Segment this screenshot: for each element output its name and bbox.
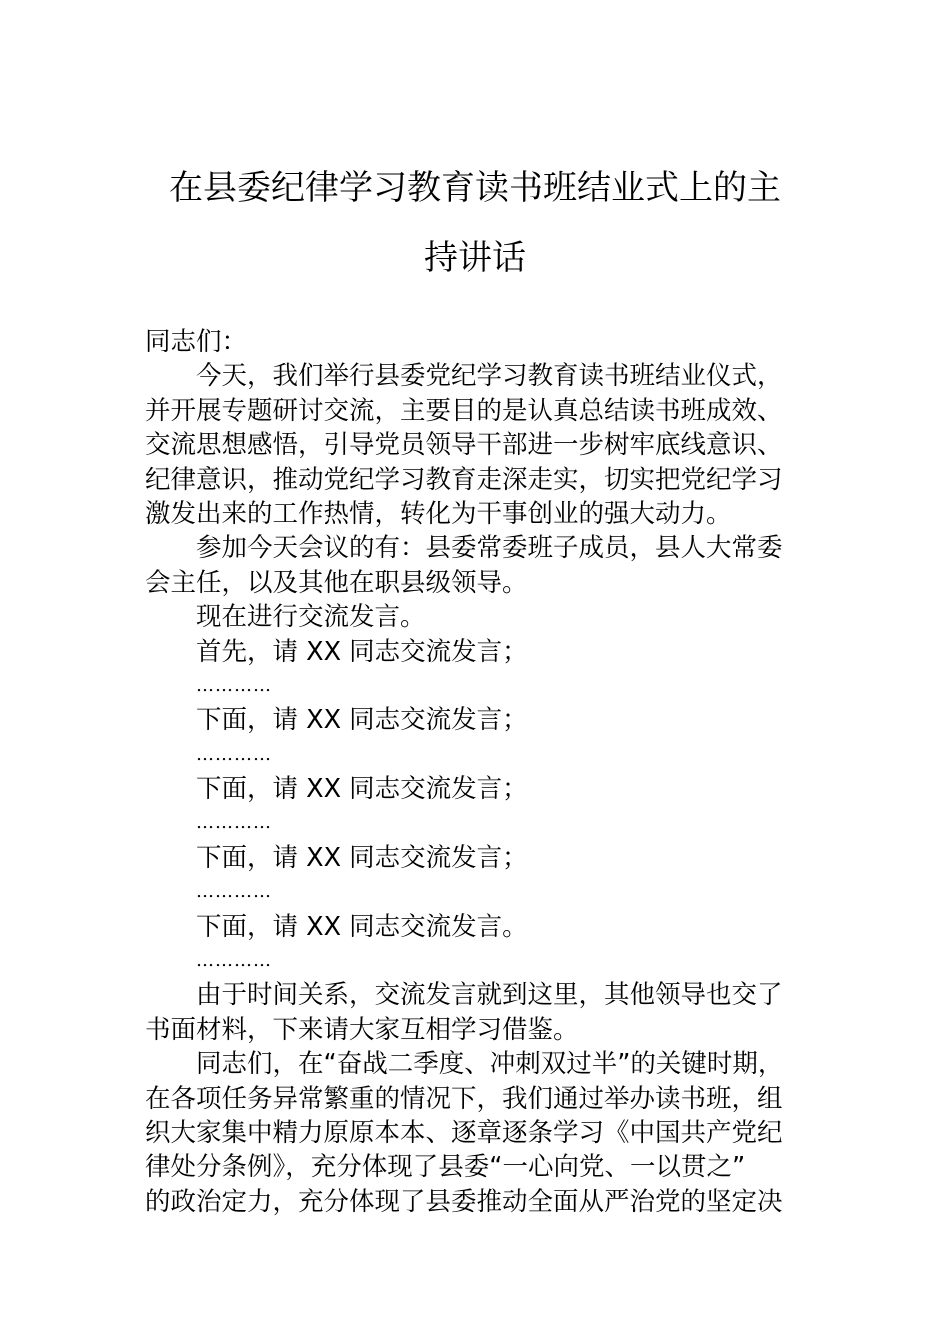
body-text-line: 同志们，在“奋战二季度、冲刺双过半”的关键时期， <box>196 1049 784 1080</box>
body-text-line: 由于时间关系，交流发言就到这里，其他领导也交了 <box>196 980 783 1011</box>
body-text-line: 交流思想感悟，引导党员领导干部进一步树牢底线意识、 <box>145 430 783 461</box>
document-title-line-1: 在县委纪律学习教育读书班结业式上的主 <box>169 168 781 208</box>
body-text-line: 在各项任务异常繁重的情况下，我们通过举办读书班，组 <box>145 1083 783 1114</box>
body-text-line: 并开展专题研讨交流，主要目的是认真总结读书班成效、 <box>145 395 783 426</box>
body-text-line: 下面，请 XX 同志交流发言； <box>196 705 528 736</box>
ellipsis-line: ………… <box>196 674 272 696</box>
body-text-line: 律处分条例》，充分体现了县委“一心向党、一以贯之” <box>145 1152 746 1183</box>
body-text-line: 现在进行交流发言。 <box>196 602 426 633</box>
document-title-line-2: 持讲话 <box>424 238 526 278</box>
body-text-line: 激发出来的工作热情，转化为干事创业的强大动力。 <box>145 498 732 529</box>
body-text-line: 参加今天会议的有：县委常委班子成员，县人大常委 <box>196 533 783 564</box>
body-text-line: 书面材料，下来请大家互相学习借鉴。 <box>145 1014 579 1045</box>
ellipsis-line: ………… <box>196 950 272 972</box>
body-text-line: 首先，请 XX 同志交流发言； <box>196 636 528 667</box>
body-text-line: 织大家集中精力原原本本、逐章逐条学习《中国共产党纪 <box>145 1117 783 1148</box>
body-text-line: 下面，请 XX 同志交流发言； <box>196 842 528 873</box>
ellipsis-line: ………… <box>196 743 272 765</box>
body-text-line: 下面，请 XX 同志交流发言。 <box>196 911 528 942</box>
ellipsis-line: ………… <box>196 812 272 834</box>
body-text-line: 同志们： <box>145 327 248 357</box>
body-text-line: 的政治定力，充分体现了县委推动全面从严治党的坚定决 <box>145 1186 783 1217</box>
ellipsis-line: ………… <box>196 881 272 903</box>
body-text-line: 纪律意识，推动党纪学习教育走深走实，切实把党纪学习 <box>145 464 783 495</box>
body-text-line: 会主任，以及其他在职县级领导。 <box>145 567 528 598</box>
document-body <box>145 325 835 1219</box>
body-text-line: 今天，我们举行县委党纪学习教育读书班结业仪式， <box>196 361 783 392</box>
body-text-line: 下面，请 XX 同志交流发言； <box>196 774 528 805</box>
